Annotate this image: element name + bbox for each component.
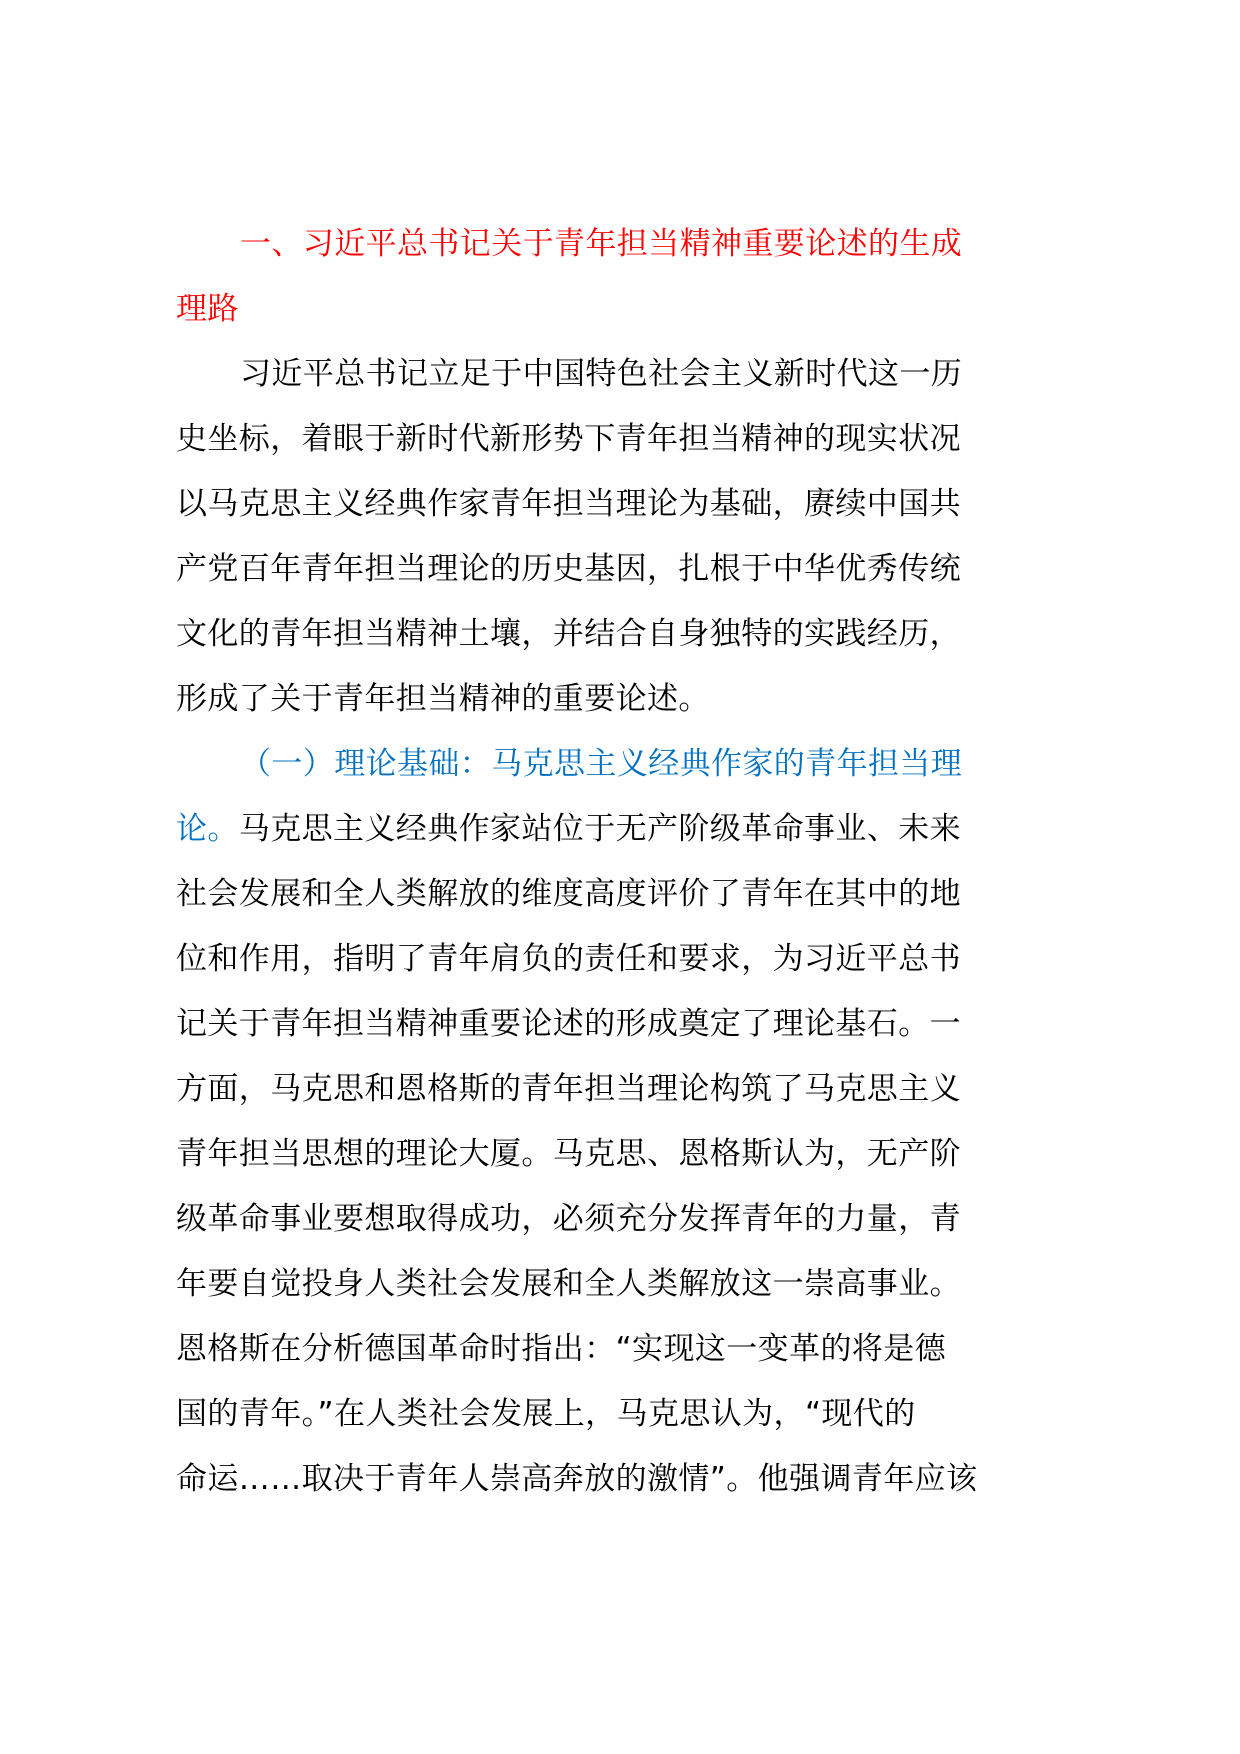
paragraph-2-line: 位和作用，指明了青年肩负的责任和要求，为习近平总书 [176,941,961,977]
paragraph-2-line: 记关于青年担当精神重要论述的形成奠定了理论基石。一 [176,1006,961,1042]
paragraph-2-line: 年要自觉投身人类社会发展和全人类解放这一崇高事业。 [176,1266,961,1302]
paragraph-2-line: 国的青年。”在人类社会发展上，马克思认为，“现代的 [176,1396,916,1432]
paragraph-1-line: 产党百年青年担当理论的历史基因，扎根于中华优秀传统 [176,551,961,587]
paragraph-2-line: 方面，马克思和恩格斯的青年担当理论构筑了马克思主义 [176,1071,961,1107]
document-page [176,212,1116,1512]
paragraph-2-line-2-text: 马克思主义经典作家站位于无产阶级革命事业、未来 [238,811,962,847]
subheading-line-2: 论。 [176,811,239,847]
section-heading-line-2: 理路 [176,291,239,327]
paragraph-2 [176,732,1116,1512]
paragraph-1-line: 习近平总书记立足于中国特色社会主义新时代这一历 [240,356,963,392]
paragraph-1 [176,342,1116,732]
paragraph-2-line: 级革命事业要想取得成功，必须充分发挥青年的力量，青 [176,1201,961,1237]
subheading-line-1: （一）理论基础：马克思主义经典作家的青年担当理 [240,746,963,782]
section-heading-line-1: 一、习近平总书记关于青年担当精神重要论述的生成 [240,226,963,262]
section-heading [176,212,1116,342]
paragraph-1-line: 文化的青年担当精神土壤，并结合自身独特的实践经历， [176,616,961,652]
paragraph-2-line: 恩格斯在分析德国革命时指出：“实现这一变革的将是德 [176,1331,947,1367]
paragraph-1-line: 史坐标，着眼于新时代新形势下青年担当精神的现实状况 [176,421,961,457]
paragraph-1-line: 形成了关于青年担当精神的重要论述。 [176,681,710,717]
paragraph-2-line: 命运……取决于青年人崇高奔放的激情”。他强调青年应该 [176,1461,978,1497]
paragraph-2-line-2 [176,797,1116,862]
paragraph-1-line: 以马克思主义经典作家青年担当理论为基础，赓续中国共 [176,486,961,522]
paragraph-2-line: 社会发展和全人类解放的维度高度评价了青年在其中的地 [176,876,961,912]
paragraph-2-line: 青年担当思想的理论大厦。马克思、恩格斯认为，无产阶 [176,1136,961,1172]
